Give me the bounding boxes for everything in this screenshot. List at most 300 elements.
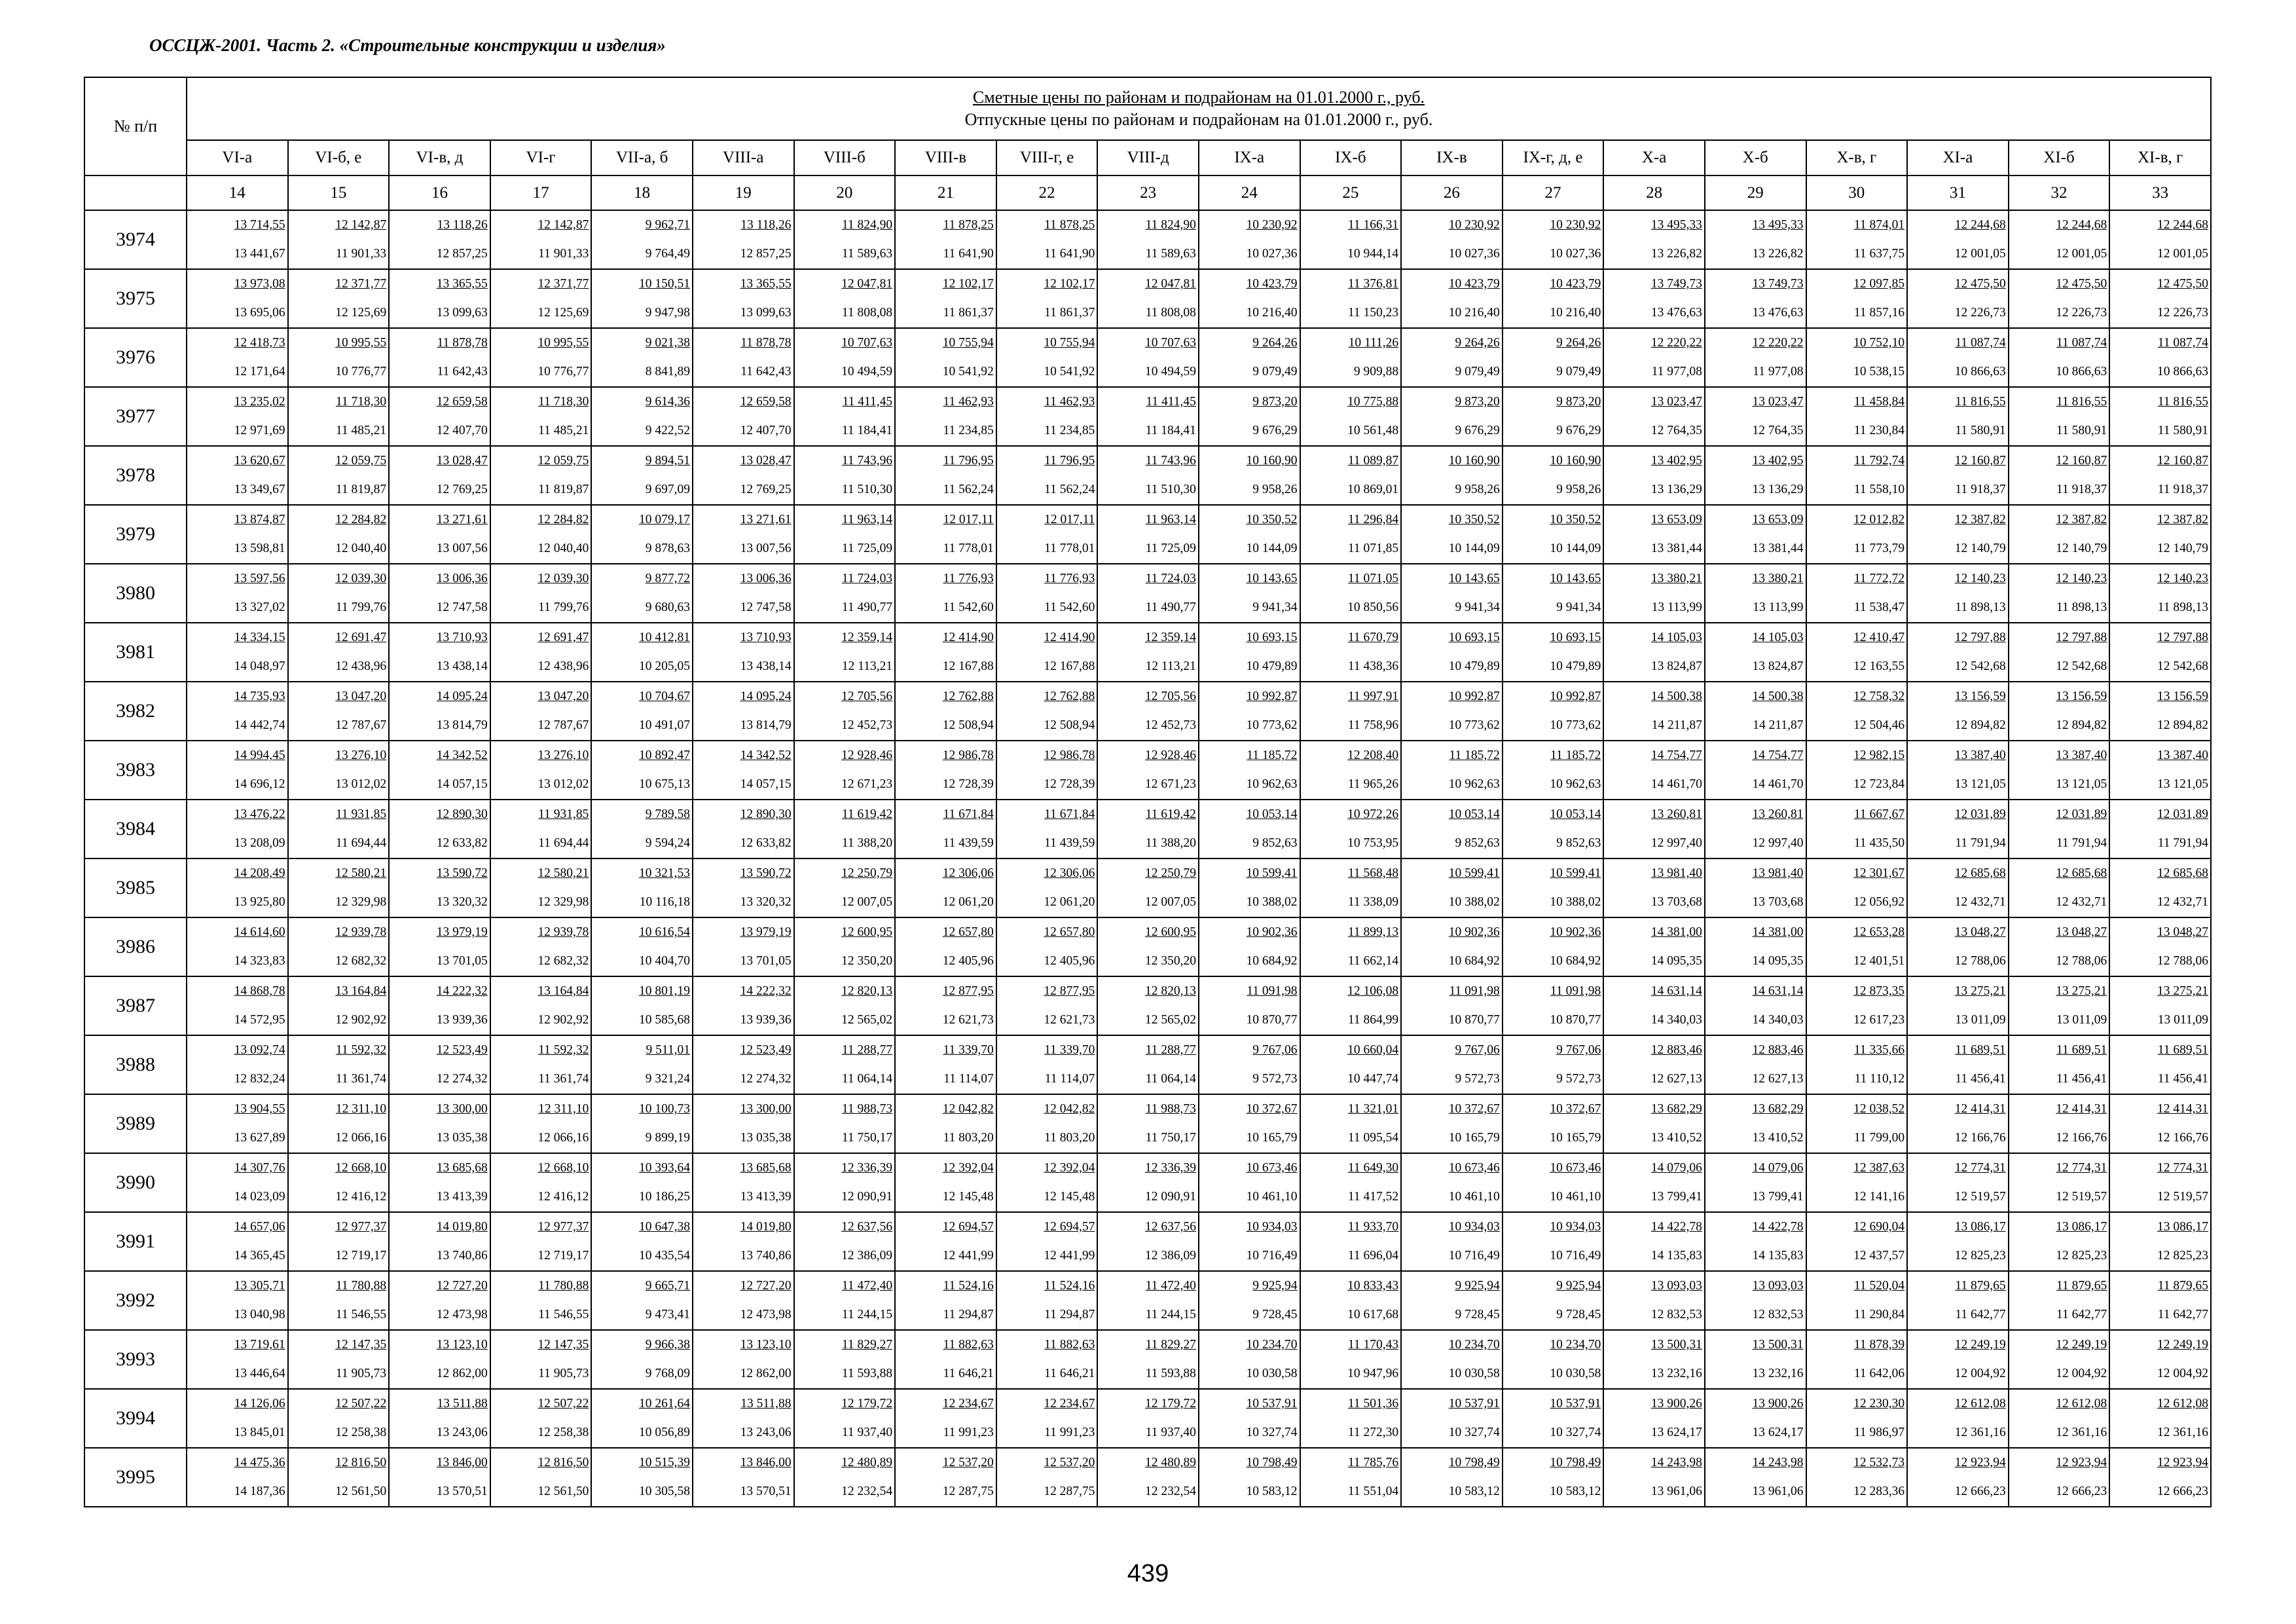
price-cell bbox=[490, 858, 592, 917]
release-price: 12 401,51 bbox=[1853, 954, 1905, 968]
release-price: 13 208,09 bbox=[234, 836, 285, 850]
release-price: 12 747,58 bbox=[436, 600, 488, 614]
estimated-price: 10 423,79 bbox=[1246, 277, 1298, 291]
price-cell bbox=[794, 269, 896, 328]
estimated-price: 11 780,88 bbox=[538, 1279, 589, 1293]
price-cell bbox=[693, 210, 794, 269]
estimated-price: 10 350,52 bbox=[1448, 513, 1500, 526]
release-price: 10 583,12 bbox=[1550, 1485, 1601, 1498]
release-price: 10 538,15 bbox=[1853, 365, 1905, 378]
estimated-price: 13 047,20 bbox=[538, 690, 589, 703]
estimated-price: 11 091,98 bbox=[1449, 984, 1500, 998]
price-cell bbox=[1199, 623, 1300, 682]
price-cell bbox=[1806, 623, 1908, 682]
price-cell bbox=[693, 1035, 794, 1094]
release-price: 13 349,67 bbox=[234, 483, 285, 496]
estimated-price: 14 500,38 bbox=[1752, 690, 1804, 703]
release-price: 13 925,80 bbox=[234, 895, 285, 909]
release-price: 12 832,53 bbox=[1752, 1308, 1804, 1321]
estimated-price: 14 222,32 bbox=[436, 984, 488, 998]
price-cell bbox=[2109, 505, 2211, 564]
estimated-price: 13 476,22 bbox=[234, 807, 285, 821]
release-price: 12 040,40 bbox=[335, 542, 387, 555]
release-price: 11 580,91 bbox=[2056, 424, 2107, 437]
release-price: 11 593,88 bbox=[841, 1367, 893, 1380]
estimated-price: 12 311,10 bbox=[538, 1102, 589, 1116]
release-price: 12 542,68 bbox=[2157, 659, 2208, 673]
estimated-price: 10 372,67 bbox=[1246, 1102, 1298, 1116]
estimated-price: 14 754,77 bbox=[1650, 748, 1702, 762]
release-price: 12 894,82 bbox=[2056, 718, 2107, 732]
price-cell bbox=[1603, 1271, 1705, 1330]
price-cell bbox=[1300, 623, 1402, 682]
release-price: 9 764,49 bbox=[645, 247, 690, 261]
district-header: VIII-д bbox=[1097, 140, 1199, 175]
price-cell bbox=[1705, 1035, 1806, 1094]
estimated-price: 12 537,20 bbox=[942, 1456, 994, 1469]
price-cell bbox=[187, 858, 288, 917]
release-price: 12 862,00 bbox=[436, 1367, 488, 1380]
release-price: 12 226,73 bbox=[1954, 306, 2006, 320]
price-cell bbox=[1705, 328, 1806, 387]
price-cell bbox=[389, 1271, 490, 1330]
estimated-price: 14 079,06 bbox=[1752, 1161, 1804, 1175]
column-number: 29 bbox=[1705, 175, 1806, 210]
release-price: 12 232,54 bbox=[841, 1485, 893, 1498]
release-price: 11 439,59 bbox=[1044, 836, 1095, 850]
estimated-price: 11 792,74 bbox=[1853, 454, 1905, 468]
estimated-price: 10 053,14 bbox=[1246, 807, 1298, 821]
release-price: 12 728,39 bbox=[1044, 777, 1095, 791]
estimated-price: 10 902,36 bbox=[1550, 925, 1601, 939]
estimated-price: 9 264,26 bbox=[1252, 336, 1298, 350]
release-price: 13 703,68 bbox=[1752, 895, 1804, 909]
price-cell bbox=[2109, 1389, 2211, 1448]
price-cell bbox=[996, 623, 1098, 682]
price-cell bbox=[794, 564, 896, 623]
estimated-price: 11 288,77 bbox=[841, 1043, 893, 1057]
release-price: 13 624,17 bbox=[1650, 1426, 1702, 1439]
price-cell bbox=[1097, 269, 1199, 328]
estimated-price: 10 693,15 bbox=[1246, 631, 1298, 644]
price-cell bbox=[591, 1094, 693, 1153]
price-cell bbox=[1806, 1035, 1908, 1094]
price-cell bbox=[288, 210, 390, 269]
estimated-price: 12 284,82 bbox=[538, 513, 589, 526]
release-price: 10 716,49 bbox=[1246, 1249, 1298, 1263]
price-cell bbox=[996, 505, 1098, 564]
table-row bbox=[84, 1448, 2211, 1507]
estimated-price: 12 410,47 bbox=[1853, 631, 1905, 644]
estimated-price: 10 143,65 bbox=[1550, 572, 1601, 585]
price-cell bbox=[794, 800, 896, 858]
release-price: 9 079,49 bbox=[1556, 365, 1601, 378]
estimated-price: 11 524,16 bbox=[943, 1279, 994, 1293]
price-cell bbox=[1097, 387, 1199, 446]
release-price: 11 758,96 bbox=[1347, 718, 1399, 732]
table-row bbox=[84, 269, 2211, 328]
table-row bbox=[84, 858, 2211, 917]
estimated-price: 10 704,67 bbox=[638, 690, 690, 703]
release-price: 10 491,07 bbox=[638, 718, 690, 732]
price-cell bbox=[996, 446, 1098, 505]
estimated-price: 14 754,77 bbox=[1752, 748, 1804, 762]
estimated-price: 11 997,91 bbox=[1347, 690, 1399, 703]
release-price: 12 040,40 bbox=[538, 542, 589, 555]
release-price: 14 340,03 bbox=[1650, 1013, 1702, 1027]
estimated-price: 13 260,81 bbox=[1650, 807, 1702, 821]
release-price: 11 438,36 bbox=[1347, 659, 1399, 673]
estimated-price: 12 220,22 bbox=[1752, 336, 1804, 350]
estimated-price: 13 714,55 bbox=[234, 218, 285, 232]
estimated-price: 12 244,68 bbox=[1954, 218, 2006, 232]
price-cell bbox=[288, 800, 390, 858]
release-price: 9 728,45 bbox=[1455, 1308, 1500, 1321]
estimated-price: 10 160,90 bbox=[1448, 454, 1500, 468]
price-cell bbox=[389, 1389, 490, 1448]
price-cell bbox=[2009, 1330, 2110, 1389]
price-cell bbox=[1199, 446, 1300, 505]
release-price: 13 624,17 bbox=[1752, 1426, 1804, 1439]
release-price: 12 004,92 bbox=[2056, 1367, 2107, 1380]
estimated-price: 10 599,41 bbox=[1246, 866, 1298, 880]
release-price: 12 627,13 bbox=[1650, 1072, 1702, 1086]
price-cell bbox=[1806, 1448, 1908, 1507]
release-price: 11 071,85 bbox=[1347, 542, 1399, 555]
price-cell bbox=[1907, 564, 2009, 623]
estimated-price: 13 006,36 bbox=[740, 572, 792, 585]
release-price: 11 694,44 bbox=[335, 836, 387, 850]
estimated-price: 12 414,90 bbox=[1044, 631, 1095, 644]
estimated-price: 12 371,77 bbox=[335, 277, 387, 291]
column-number-blank bbox=[84, 175, 187, 210]
estimated-price: 13 365,55 bbox=[740, 277, 792, 291]
release-price: 12 001,05 bbox=[2157, 247, 2208, 261]
estimated-price: 14 208,49 bbox=[234, 866, 285, 880]
column-number: 19 bbox=[693, 175, 794, 210]
release-price: 10 027,36 bbox=[1550, 247, 1601, 261]
release-price: 12 232,54 bbox=[1144, 1485, 1196, 1498]
estimated-price: 11 931,85 bbox=[335, 807, 387, 821]
price-cell bbox=[996, 976, 1098, 1035]
release-price: 10 027,36 bbox=[1448, 247, 1500, 261]
price-cell bbox=[1806, 1389, 1908, 1448]
price-cell bbox=[187, 446, 288, 505]
price-cell bbox=[389, 800, 490, 858]
price-cell bbox=[1503, 1035, 1604, 1094]
price-cell bbox=[490, 623, 592, 682]
release-price: 11 110,12 bbox=[1854, 1072, 1905, 1086]
estimated-price: 12 179,72 bbox=[841, 1397, 893, 1411]
release-price: 12 519,57 bbox=[2056, 1190, 2107, 1204]
release-price: 10 479,89 bbox=[1246, 659, 1298, 673]
estimated-price: 11 091,98 bbox=[1550, 984, 1601, 998]
release-price: 12 902,92 bbox=[538, 1013, 589, 1027]
release-price: 12 438,96 bbox=[538, 659, 589, 673]
release-price: 11 435,50 bbox=[1853, 836, 1905, 850]
price-cell bbox=[1705, 1389, 1806, 1448]
estimated-price: 12 387,82 bbox=[2056, 513, 2107, 526]
release-price: 10 962,63 bbox=[1448, 777, 1500, 791]
release-price: 10 850,56 bbox=[1347, 600, 1399, 614]
release-price: 12 561,50 bbox=[335, 1485, 387, 1498]
price-cell bbox=[1603, 741, 1705, 800]
release-price: 10 479,89 bbox=[1448, 659, 1500, 673]
release-price: 12 432,71 bbox=[2157, 895, 2208, 909]
price-cell bbox=[1503, 210, 1604, 269]
release-price: 11 937,40 bbox=[1145, 1426, 1196, 1439]
price-cell bbox=[895, 1094, 996, 1153]
estimated-price: 11 670,79 bbox=[1347, 631, 1399, 644]
estimated-price: 12 039,30 bbox=[538, 572, 589, 585]
price-cell bbox=[389, 976, 490, 1035]
release-price: 12 061,20 bbox=[1044, 895, 1095, 909]
estimated-price: 11 472,40 bbox=[1145, 1279, 1196, 1293]
price-cell bbox=[1199, 269, 1300, 328]
release-price: 9 321,24 bbox=[645, 1072, 690, 1086]
estimated-price: 10 423,79 bbox=[1550, 277, 1601, 291]
release-price: 12 671,23 bbox=[841, 777, 893, 791]
price-cell bbox=[1806, 800, 1908, 858]
release-price: 13 121,05 bbox=[1954, 777, 2006, 791]
price-cell bbox=[490, 564, 592, 623]
release-price: 12 166,76 bbox=[2157, 1131, 2208, 1145]
release-price: 11 977,08 bbox=[1651, 365, 1702, 378]
row-number: 3987 bbox=[84, 976, 187, 1035]
price-cell bbox=[389, 564, 490, 623]
estimated-price: 12 982,15 bbox=[1853, 748, 1905, 762]
estimated-price: 14 105,03 bbox=[1650, 631, 1702, 644]
price-cell bbox=[1503, 741, 1604, 800]
district-header: VIII-г, е bbox=[996, 140, 1098, 175]
release-price: 11 791,94 bbox=[2157, 836, 2208, 850]
price-cell bbox=[389, 1212, 490, 1271]
estimated-price: 14 342,52 bbox=[436, 748, 488, 762]
price-cell bbox=[1300, 505, 1402, 564]
release-price: 12 666,23 bbox=[2157, 1485, 2208, 1498]
estimated-price: 12 600,95 bbox=[1144, 925, 1196, 939]
price-cell bbox=[996, 1094, 1098, 1153]
estimated-price: 12 774,31 bbox=[2157, 1161, 2208, 1175]
estimated-price: 11 743,96 bbox=[1145, 454, 1196, 468]
row-number: 3990 bbox=[84, 1153, 187, 1212]
price-cell bbox=[1300, 976, 1402, 1035]
estimated-price: 12 977,37 bbox=[538, 1220, 589, 1234]
estimated-price: 11 458,84 bbox=[1853, 395, 1905, 409]
price-cell bbox=[1503, 269, 1604, 328]
price-cell bbox=[1907, 1094, 2009, 1153]
price-cell bbox=[2109, 1330, 2211, 1389]
release-price: 11 642,06 bbox=[1853, 1367, 1905, 1380]
price-cell bbox=[794, 1448, 896, 1507]
estimated-price: 11 411,45 bbox=[1146, 395, 1196, 409]
price-cell bbox=[1199, 1389, 1300, 1448]
price-cell bbox=[187, 505, 288, 564]
release-price: 12 787,67 bbox=[538, 718, 589, 732]
estimated-price: 13 710,93 bbox=[740, 631, 792, 644]
release-price: 10 030,58 bbox=[1550, 1367, 1601, 1380]
price-cell bbox=[288, 682, 390, 741]
price-cell bbox=[895, 446, 996, 505]
estimated-price: 10 537,91 bbox=[1550, 1397, 1601, 1411]
estimated-price: 13 156,59 bbox=[2157, 690, 2208, 703]
release-price: 12 788,06 bbox=[1954, 954, 2006, 968]
estimated-price: 13 093,03 bbox=[1650, 1279, 1702, 1293]
release-price: 11 294,87 bbox=[943, 1308, 994, 1321]
release-price: 9 852,63 bbox=[1455, 836, 1500, 850]
estimated-price: 12 816,50 bbox=[538, 1456, 589, 1469]
estimated-price: 13 973,08 bbox=[234, 277, 285, 291]
price-cell bbox=[1603, 210, 1705, 269]
price-cell bbox=[1503, 1153, 1604, 1212]
price-cell bbox=[288, 1271, 390, 1330]
price-cell bbox=[591, 1271, 693, 1330]
estimated-price: 14 381,00 bbox=[1650, 925, 1702, 939]
release-price: 13 441,67 bbox=[234, 247, 285, 261]
estimated-price: 13 276,10 bbox=[538, 748, 589, 762]
estimated-price: 11 874,01 bbox=[1853, 218, 1905, 232]
release-price: 10 165,79 bbox=[1448, 1131, 1500, 1145]
price-cell bbox=[895, 917, 996, 976]
price-cell bbox=[1907, 387, 2009, 446]
price-cell bbox=[490, 976, 592, 1035]
release-price: 11 642,77 bbox=[2157, 1308, 2208, 1321]
release-price: 11 388,20 bbox=[1145, 836, 1196, 850]
estimated-price: 14 631,14 bbox=[1650, 984, 1702, 998]
release-price: 11 991,23 bbox=[1044, 1426, 1095, 1439]
price-cell bbox=[2109, 387, 2211, 446]
release-price: 11 114,07 bbox=[943, 1072, 994, 1086]
estimated-price: 12 039,30 bbox=[335, 572, 387, 585]
price-cell bbox=[1401, 1271, 1503, 1330]
price-cell bbox=[1907, 269, 2009, 328]
price-cell bbox=[1503, 1212, 1604, 1271]
release-price: 11 456,41 bbox=[1955, 1072, 2006, 1086]
column-number: 18 bbox=[591, 175, 693, 210]
estimated-price: 12 284,82 bbox=[335, 513, 387, 526]
release-price: 9 958,26 bbox=[1252, 483, 1298, 496]
price-cell bbox=[591, 446, 693, 505]
estimated-price: 12 986,78 bbox=[1044, 748, 1095, 762]
estimated-price: 13 276,10 bbox=[335, 748, 387, 762]
release-price: 14 057,15 bbox=[436, 777, 488, 791]
table-row bbox=[84, 1271, 2211, 1330]
estimated-price: 13 846,00 bbox=[436, 1456, 488, 1469]
estimated-price: 12 612,08 bbox=[2056, 1397, 2107, 1411]
district-header: VIII-б bbox=[794, 140, 896, 175]
release-price: 13 327,02 bbox=[234, 600, 285, 614]
price-cell bbox=[1603, 1330, 1705, 1389]
release-price: 11 905,73 bbox=[538, 1367, 589, 1380]
estimated-price: 14 095,24 bbox=[740, 690, 792, 703]
release-price: 11 290,84 bbox=[1853, 1308, 1905, 1321]
price-cell bbox=[1401, 328, 1503, 387]
estimated-price: 11 087,74 bbox=[2157, 336, 2208, 350]
release-price: 12 066,16 bbox=[335, 1131, 387, 1145]
release-price: 11 490,77 bbox=[1145, 600, 1196, 614]
row-number: 3993 bbox=[84, 1330, 187, 1389]
price-cell bbox=[1806, 682, 1908, 741]
price-cell bbox=[1300, 387, 1402, 446]
release-price: 9 473,41 bbox=[645, 1308, 690, 1321]
price-cell bbox=[996, 1035, 1098, 1094]
release-price: 11 977,08 bbox=[1753, 365, 1804, 378]
estimated-price: 13 164,84 bbox=[335, 984, 387, 998]
release-price: 12 666,23 bbox=[2056, 1485, 2107, 1498]
estimated-price: 13 900,26 bbox=[1650, 1397, 1702, 1411]
price-cell bbox=[1603, 1153, 1705, 1212]
release-price: 10 388,02 bbox=[1550, 895, 1601, 909]
price-cell bbox=[1806, 210, 1908, 269]
price-cell bbox=[996, 682, 1098, 741]
release-price: 13 007,56 bbox=[436, 542, 488, 555]
release-price: 9 572,73 bbox=[1455, 1072, 1500, 1086]
estimated-price: 12 140,23 bbox=[2157, 572, 2208, 585]
district-header: VI-б, е bbox=[288, 140, 390, 175]
estimated-price: 12 359,14 bbox=[841, 631, 893, 644]
price-cell bbox=[1603, 1094, 1705, 1153]
estimated-price: 11 988,73 bbox=[1145, 1102, 1196, 1116]
estimated-price: 11 718,30 bbox=[335, 395, 387, 409]
price-cell bbox=[591, 564, 693, 623]
price-cell bbox=[1300, 210, 1402, 269]
estimated-price: 11 879,65 bbox=[2157, 1279, 2208, 1293]
estimated-price: 12 659,58 bbox=[436, 395, 488, 409]
price-cell bbox=[2009, 800, 2110, 858]
price-cell bbox=[895, 1153, 996, 1212]
price-cell bbox=[693, 682, 794, 741]
price-cell bbox=[591, 976, 693, 1035]
estimated-price: 12 387,63 bbox=[1853, 1161, 1905, 1175]
release-price: 11 439,59 bbox=[943, 836, 994, 850]
price-cell bbox=[1907, 623, 2009, 682]
estimated-price: 12 480,89 bbox=[1144, 1456, 1196, 1469]
estimated-price: 12 392,04 bbox=[942, 1161, 994, 1175]
estimated-price: 13 271,61 bbox=[436, 513, 488, 526]
price-cell bbox=[1199, 1035, 1300, 1094]
price-cell bbox=[1907, 328, 2009, 387]
estimated-price: 12 234,67 bbox=[942, 1397, 994, 1411]
estimated-price: 12 059,75 bbox=[335, 454, 387, 468]
estimated-price: 14 095,24 bbox=[436, 690, 488, 703]
release-price: 10 305,58 bbox=[638, 1485, 690, 1498]
price-cell bbox=[1705, 976, 1806, 1035]
table-row bbox=[84, 1212, 2211, 1271]
price-cell bbox=[591, 505, 693, 564]
price-cell bbox=[389, 682, 490, 741]
release-price: 12 633,82 bbox=[740, 836, 792, 850]
estimated-price: 13 365,55 bbox=[436, 277, 488, 291]
price-cell bbox=[1705, 1271, 1806, 1330]
release-price: 10 869,01 bbox=[1347, 483, 1399, 496]
price-cell bbox=[996, 1271, 1098, 1330]
estimated-price: 12 230,30 bbox=[1853, 1397, 1905, 1411]
estimated-price: 13 749,73 bbox=[1650, 277, 1702, 291]
price-cell bbox=[1705, 741, 1806, 800]
release-price: 12 001,05 bbox=[1954, 247, 2006, 261]
price-cell bbox=[1806, 564, 1908, 623]
release-price: 10 684,92 bbox=[1246, 954, 1298, 968]
release-price: 14 023,09 bbox=[234, 1190, 285, 1204]
estimated-price: 11 724,03 bbox=[841, 572, 893, 585]
price-cell bbox=[1401, 1035, 1503, 1094]
release-price: 10 388,02 bbox=[1448, 895, 1500, 909]
price-cell bbox=[1907, 446, 2009, 505]
estimated-price: 12 694,57 bbox=[1044, 1220, 1095, 1234]
estimated-price: 12 657,80 bbox=[942, 925, 994, 939]
estimated-price: 9 873,20 bbox=[1455, 395, 1500, 409]
release-price: 11 857,16 bbox=[1853, 306, 1905, 320]
